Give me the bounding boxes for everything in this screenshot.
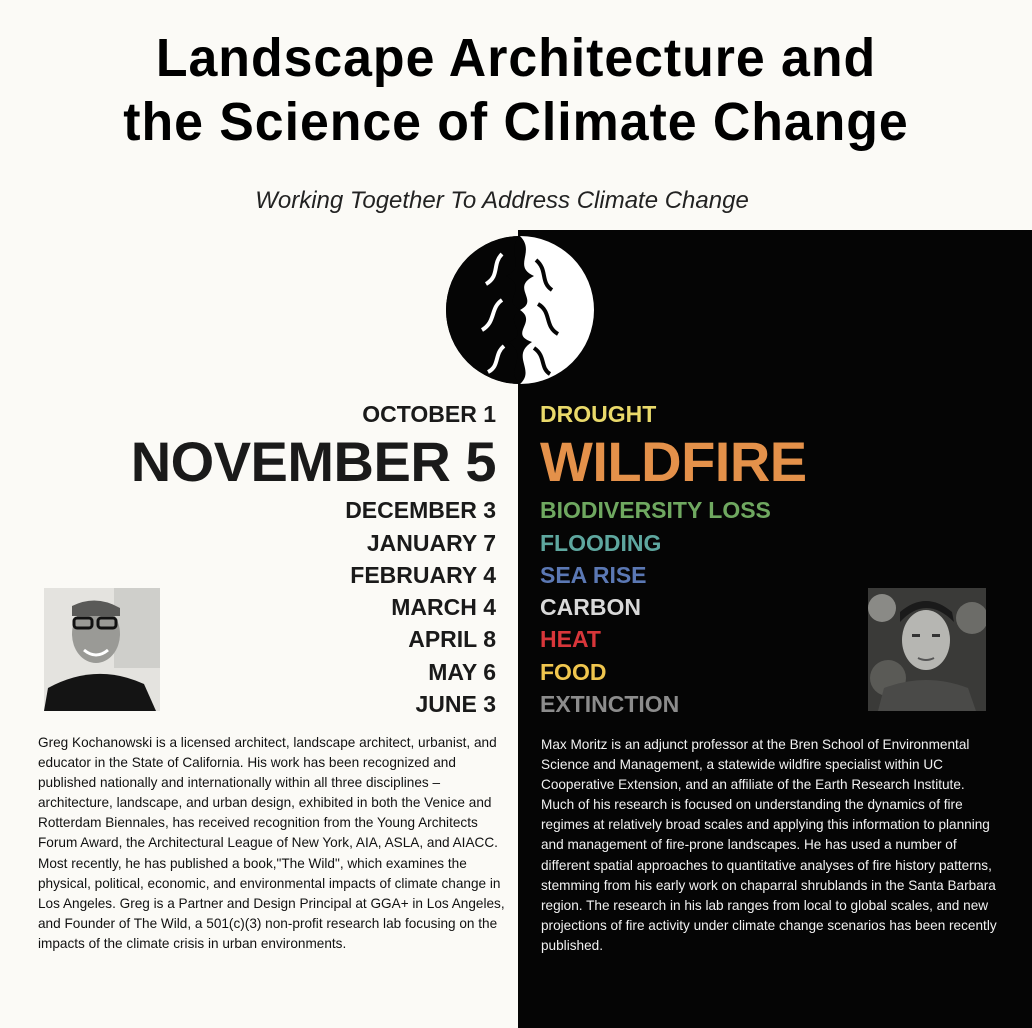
date-item: NOVEMBER 5 — [130, 430, 496, 494]
title-line-1: Landscape Architecture and — [155, 28, 877, 88]
topic-item: FLOODING — [540, 529, 662, 556]
max-bio-text: Max Moritz is an adjunct professor at the Bren School of Environmental Science and Management, a statewide wildfire specialist within UC Cooperative Extension, and an affiliate of the Earth Research Institute. Much of his research is focused on understanding the dynamics of fire regimes at relatively broad scales and applying this information to planning and management of fire-prone landscapes. He has used a number of different spatial approaches to quantitative analyses of fire history patterns, stemming from his early work on chaparral shrublands in the Santa Barbara region. The research in his lab ranges from local to global scales, and new projections of fire activity under climate change scenarios has been recently published. — [541, 737, 997, 953]
page-title — [21, 26, 1012, 154]
greg-portrait-photo — [44, 588, 160, 711]
max-portrait-photo — [868, 588, 986, 711]
topic-list — [540, 398, 807, 720]
topic-item: CARBON — [540, 594, 641, 621]
topic-item: FOOD — [540, 658, 607, 685]
greg-bio-text: Greg Kochanowski is a licensed architect, landscape architect, urbanist, and educator in the State of California. His work has been recognized and published nationally and internationally within all three disciplines – architecture, landscape, and urban design, exhibited in both the Venice and Rotterdam Biennales, has received recognition from the Young Architects Forum Award, the Architectural League of New York, AIA, ASLA, and AIACC. Most recently, he has published a book,"The Wild", which examines the physical, political, economic, and environmental impacts of climate change in Los Angeles. Greg is a Partner and Design Principal at GGA+ in Los Angeles, and Founder of The Wild, a 501(c)(3) non-profit research lab focusing on the impacts of the climate crisis in urban environments. — [38, 735, 505, 951]
topic-item: BIODIVERSITY LOSS — [540, 497, 771, 524]
topic-item: HEAT — [540, 626, 601, 653]
date-item: OCTOBER 1 — [362, 401, 496, 427]
topic-item: WILDFIRE — [540, 430, 807, 494]
date-item: FEBRUARY 4 — [350, 561, 496, 588]
date-item: DECEMBER 3 — [345, 497, 496, 524]
portrait-photo-icon — [44, 588, 160, 711]
date-item: APRIL 8 — [408, 626, 496, 653]
subtitle: Working Together To Address Climate Change — [255, 187, 749, 214]
topic-item: SEA RISE — [540, 561, 647, 588]
topic-item: EXTINCTION — [540, 691, 680, 718]
date-item: MARCH 4 — [391, 594, 496, 621]
portrait-photo-icon — [868, 588, 986, 711]
date-item: MAY 6 — [428, 658, 496, 685]
date-list — [131, 398, 496, 720]
topic-item: DROUGHT — [540, 401, 657, 427]
date-item: JANUARY 7 — [366, 529, 496, 556]
date-item: JUNE 3 — [415, 691, 496, 718]
title-line-2: the Science of Climate Change — [123, 92, 909, 152]
yin-yang-fire-emblem-icon — [440, 230, 600, 390]
